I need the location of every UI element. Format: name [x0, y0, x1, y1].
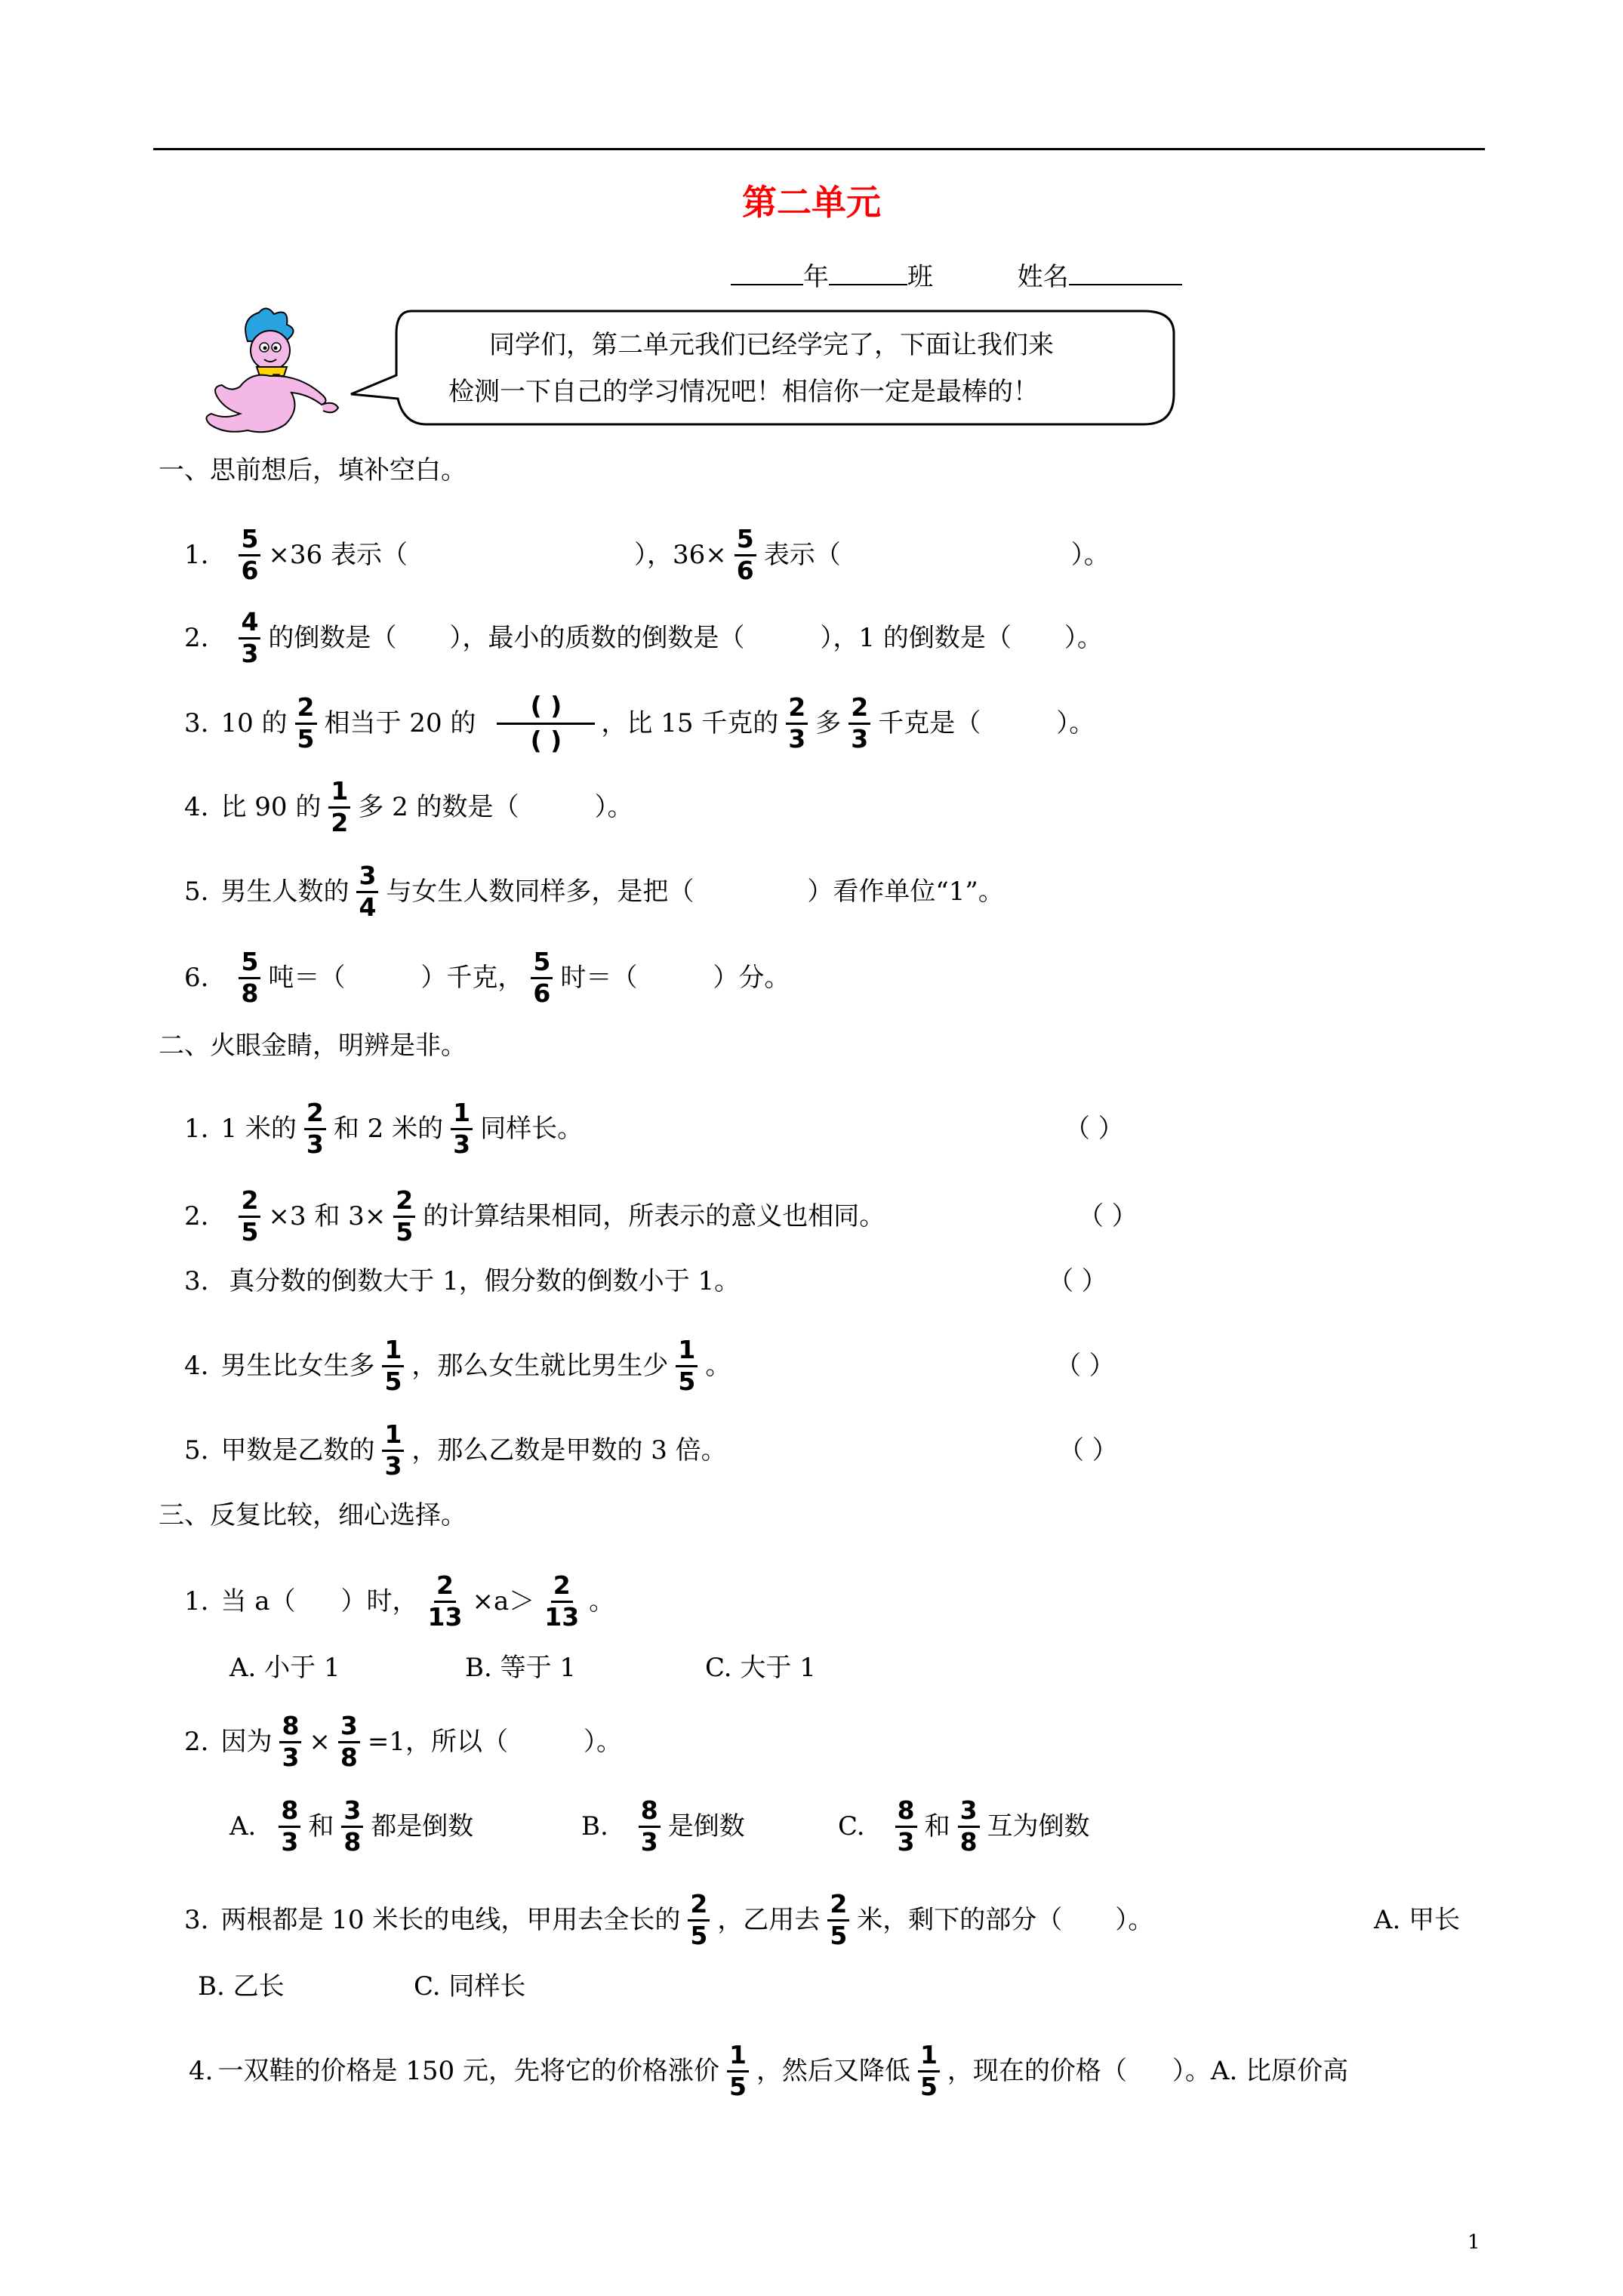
option-letter: C. — [838, 1811, 865, 1841]
q-text: × — [309, 1727, 331, 1757]
s2-q2 — [184, 1182, 885, 1250]
q-number: 1. — [184, 1586, 209, 1616]
q-number: 6. — [184, 963, 209, 993]
class-label: 班 — [907, 262, 933, 292]
q-text: 真分数的倒数大于 1，假分数的倒数小于 1。 — [229, 1266, 741, 1296]
q-number: 4. — [184, 1351, 209, 1381]
q-number: 1. — [184, 1114, 209, 1144]
year-label: 年 — [803, 262, 829, 292]
q-text: 千克是（ — [878, 708, 981, 738]
option-text: 和 — [308, 1811, 334, 1841]
q-text: 因为 — [220, 1727, 273, 1757]
q-number: 4. — [184, 792, 209, 822]
q-number: 3. — [184, 708, 209, 738]
q-text: ，比 15 千克的 — [601, 708, 779, 738]
q-number: 3. — [184, 1905, 209, 1935]
q-text: ），1 的倒数是（ — [820, 623, 1012, 653]
s2-q1 — [184, 1095, 583, 1163]
fraction: $\frac{3}{4}$ — [356, 863, 378, 920]
s3-q2-option-b[interactable] — [581, 1792, 745, 1860]
option-c[interactable]: C. 大于 1 — [705, 1653, 816, 1683]
q-text: 同样长。 — [480, 1114, 584, 1144]
q-text: ，现在的价格（ — [947, 2056, 1127, 2086]
option-letter: B. — [581, 1811, 608, 1841]
fraction: $\frac{2}{13}$ — [544, 1570, 580, 1632]
q-text: ）看作单位“1”。 — [807, 877, 1004, 907]
q-text: 的计算结果相同，所表示的意义也相同。 — [423, 1201, 885, 1231]
q-text: 米，剩下的部分（ — [857, 1905, 1063, 1935]
q-text: ）千克， — [420, 963, 524, 993]
s1-q1 — [184, 521, 1110, 589]
page-title: 第二单元 — [742, 182, 881, 223]
fraction: $\frac{2}{5}$ — [393, 1188, 415, 1245]
s1-q5 — [184, 858, 1004, 926]
option-text: 都是倒数 — [371, 1811, 474, 1841]
q-text: 与女生人数同样多，是把（ — [386, 877, 694, 907]
judgement-paren[interactable]: （ ） — [1055, 1351, 1115, 1381]
s3-q4 — [189, 2037, 1348, 2105]
fraction: $\frac{8}{3}$ — [279, 1798, 300, 1855]
q-text: 两根都是 10 米长的电线，甲用去全长的 — [220, 1905, 681, 1935]
q-text: 一双鞋的价格是 150 元，先将它的价格涨价 — [217, 2056, 719, 2086]
fraction: $\frac{2}{5}$ — [827, 1891, 849, 1949]
q-text: ×3 和 3× — [268, 1201, 387, 1231]
q-text: =1，所以（ — [367, 1727, 509, 1757]
blank-fraction[interactable]: $\frac{( )}{( )}$ — [497, 692, 595, 754]
fraction: $\frac{8}{3}$ — [639, 1798, 661, 1855]
fraction: $\frac{3}{8}$ — [341, 1798, 363, 1855]
fraction: $\frac{2}{3}$ — [786, 695, 808, 752]
fraction: $\frac{1}{3}$ — [451, 1100, 473, 1157]
q-text: 相当于 20 的 — [324, 708, 476, 738]
fraction: $\frac{2}{3}$ — [304, 1100, 326, 1157]
fraction: $\frac{1}{2}$ — [328, 778, 350, 836]
q-text: 。 — [589, 1586, 615, 1616]
q-text: ）。 — [584, 1727, 623, 1757]
option-text: 和 — [924, 1811, 950, 1841]
q-text: ）。 — [1115, 1905, 1154, 1935]
page-number: 1 — [1467, 2231, 1480, 2254]
s1-q4 — [184, 773, 633, 841]
section2-heading: 二、火眼金睛，明辨是非。 — [159, 1031, 467, 1061]
q-text: 吨＝（ — [268, 963, 346, 993]
option-text: 是倒数 — [667, 1811, 745, 1841]
q-text: ，乙用去 — [717, 1905, 821, 1935]
name-label: 姓名 — [1017, 262, 1069, 292]
s3-q2-option-a[interactable] — [229, 1792, 473, 1860]
fraction: $\frac{2}{3}$ — [848, 695, 870, 752]
fraction: $\frac{1}{3}$ — [382, 1422, 404, 1479]
q-text: ，然后又降低 — [756, 2056, 910, 2086]
section1-heading: 一、思前想后，填补空白。 — [159, 455, 467, 485]
fraction: $\frac{1}{5}$ — [676, 1337, 698, 1395]
s2-q5 — [184, 1416, 727, 1484]
fraction: $\frac{8}{3}$ — [895, 1798, 917, 1855]
q-text: ，那么乙数是甲数的 3 倍。 — [411, 1435, 727, 1465]
q-text: 。 — [705, 1351, 731, 1381]
fraction: $\frac{2}{5}$ — [239, 1188, 260, 1245]
student-info-line — [731, 261, 1182, 290]
class-blank[interactable] — [829, 261, 907, 285]
name-blank[interactable] — [1069, 261, 1182, 285]
option-text: 互为倒数 — [987, 1811, 1090, 1841]
fraction: $\frac{4}{3}$ — [239, 609, 260, 667]
section3-heading: 三、反复比较，细心选择。 — [159, 1500, 467, 1530]
q-text: ）。 — [1070, 540, 1110, 570]
q-number: 3. — [184, 1266, 209, 1296]
option-b[interactable]: B. 乙长 — [198, 1971, 285, 2002]
judgement-paren[interactable]: （ ） — [1048, 1266, 1107, 1296]
judgement-paren[interactable]: （ ） — [1078, 1201, 1138, 1231]
q-text: ×a＞ — [472, 1586, 535, 1616]
s3-q2-option-c[interactable] — [838, 1792, 1090, 1860]
fraction: $\frac{1}{5}$ — [382, 1337, 404, 1395]
q-text: ）时， — [340, 1586, 418, 1616]
s3-q3 — [184, 1886, 1153, 1954]
year-blank[interactable] — [731, 261, 803, 285]
q-text: ）分。 — [713, 963, 790, 993]
s2-q4 — [184, 1332, 731, 1400]
fraction: $\frac{8}{3}$ — [279, 1713, 301, 1771]
q-text: 男生人数的 — [220, 877, 350, 907]
q-text: ）。 — [594, 792, 633, 822]
q-text: 多 2 的数是（ — [358, 792, 519, 822]
q-number: 2. — [184, 1727, 209, 1757]
q-text: ×36 表示（ — [268, 540, 408, 570]
intro-line-1: 同学们，第二单元我们已经学完了，下面让我们来 — [489, 330, 1054, 360]
top-rule — [153, 148, 1485, 150]
q-text: 和 2 米的 — [333, 1114, 444, 1144]
q-number: 5. — [184, 1435, 209, 1465]
s3-q2 — [184, 1708, 622, 1776]
q-number: 4. — [189, 2056, 214, 2086]
q-text: ）。 — [1064, 623, 1103, 653]
judgement-paren[interactable]: （ ） — [1064, 1114, 1124, 1144]
fraction: $\frac{3}{8}$ — [338, 1713, 360, 1771]
option-a[interactable]: A. 小于 1 — [229, 1653, 340, 1683]
fraction: $\frac{1}{5}$ — [727, 2042, 749, 2100]
q-text: 多 — [815, 708, 842, 738]
q-text: 的倒数是（ — [268, 623, 397, 653]
q-text: 表示（ — [763, 540, 841, 570]
fraction: $\frac{2}{5}$ — [688, 1891, 710, 1949]
q-text: 比 90 的 — [220, 792, 322, 822]
q-text: 当 a（ — [220, 1586, 296, 1616]
option-letter: A. — [229, 1811, 257, 1841]
s1-q3 — [184, 686, 1095, 761]
s1-q2 — [184, 604, 1103, 672]
option-c[interactable]: C. 同样长 — [414, 1971, 526, 2002]
q-text: ）。 — [1056, 708, 1095, 738]
option-a[interactable]: A. 甲长 — [1374, 1905, 1461, 1935]
q-text: ）。A. 比原价高 — [1172, 2056, 1349, 2086]
judgement-paren[interactable]: （ ） — [1058, 1435, 1118, 1465]
option-b[interactable]: B. 等于 1 — [465, 1653, 577, 1683]
fraction: $\frac{3}{8}$ — [958, 1798, 980, 1855]
q-number: 5. — [184, 877, 209, 907]
q-text: 甲数是乙数的 — [220, 1435, 375, 1465]
q-text: 男生比女生多 — [220, 1351, 375, 1381]
mascot-illustration — [195, 304, 346, 455]
q-text: 1 米的 — [220, 1114, 297, 1144]
s2-q3 — [184, 1268, 740, 1294]
fraction: $\frac{5}{8}$ — [239, 949, 260, 1006]
fraction: $\frac{2}{5}$ — [295, 695, 317, 752]
q-number: 1. — [184, 540, 209, 570]
q-text: 10 的 — [220, 708, 288, 738]
s3-q1 — [184, 1567, 614, 1635]
q-text: ，那么女生就比男生少 — [411, 1351, 669, 1381]
fraction: $\frac{5}{6}$ — [239, 526, 260, 584]
q-text: ），最小的质数的倒数是（ — [449, 623, 745, 653]
fraction: $\frac{2}{13}$ — [427, 1570, 463, 1632]
q-number: 2. — [184, 1201, 209, 1231]
speech-bubble — [343, 304, 1181, 433]
q-text: ），36× — [633, 540, 727, 570]
s1-q6 — [184, 944, 790, 1012]
fraction: $\frac{1}{5}$ — [918, 2042, 940, 2100]
fraction: $\frac{5}{6}$ — [531, 949, 553, 1006]
intro-line-2: 检测一下自己的学习情况吧！相信你一定是最棒的！ — [448, 377, 1039, 407]
q-text: 时＝（ — [560, 963, 638, 993]
fraction: $\frac{5}{6}$ — [735, 526, 756, 584]
q-number: 2. — [184, 623, 209, 653]
